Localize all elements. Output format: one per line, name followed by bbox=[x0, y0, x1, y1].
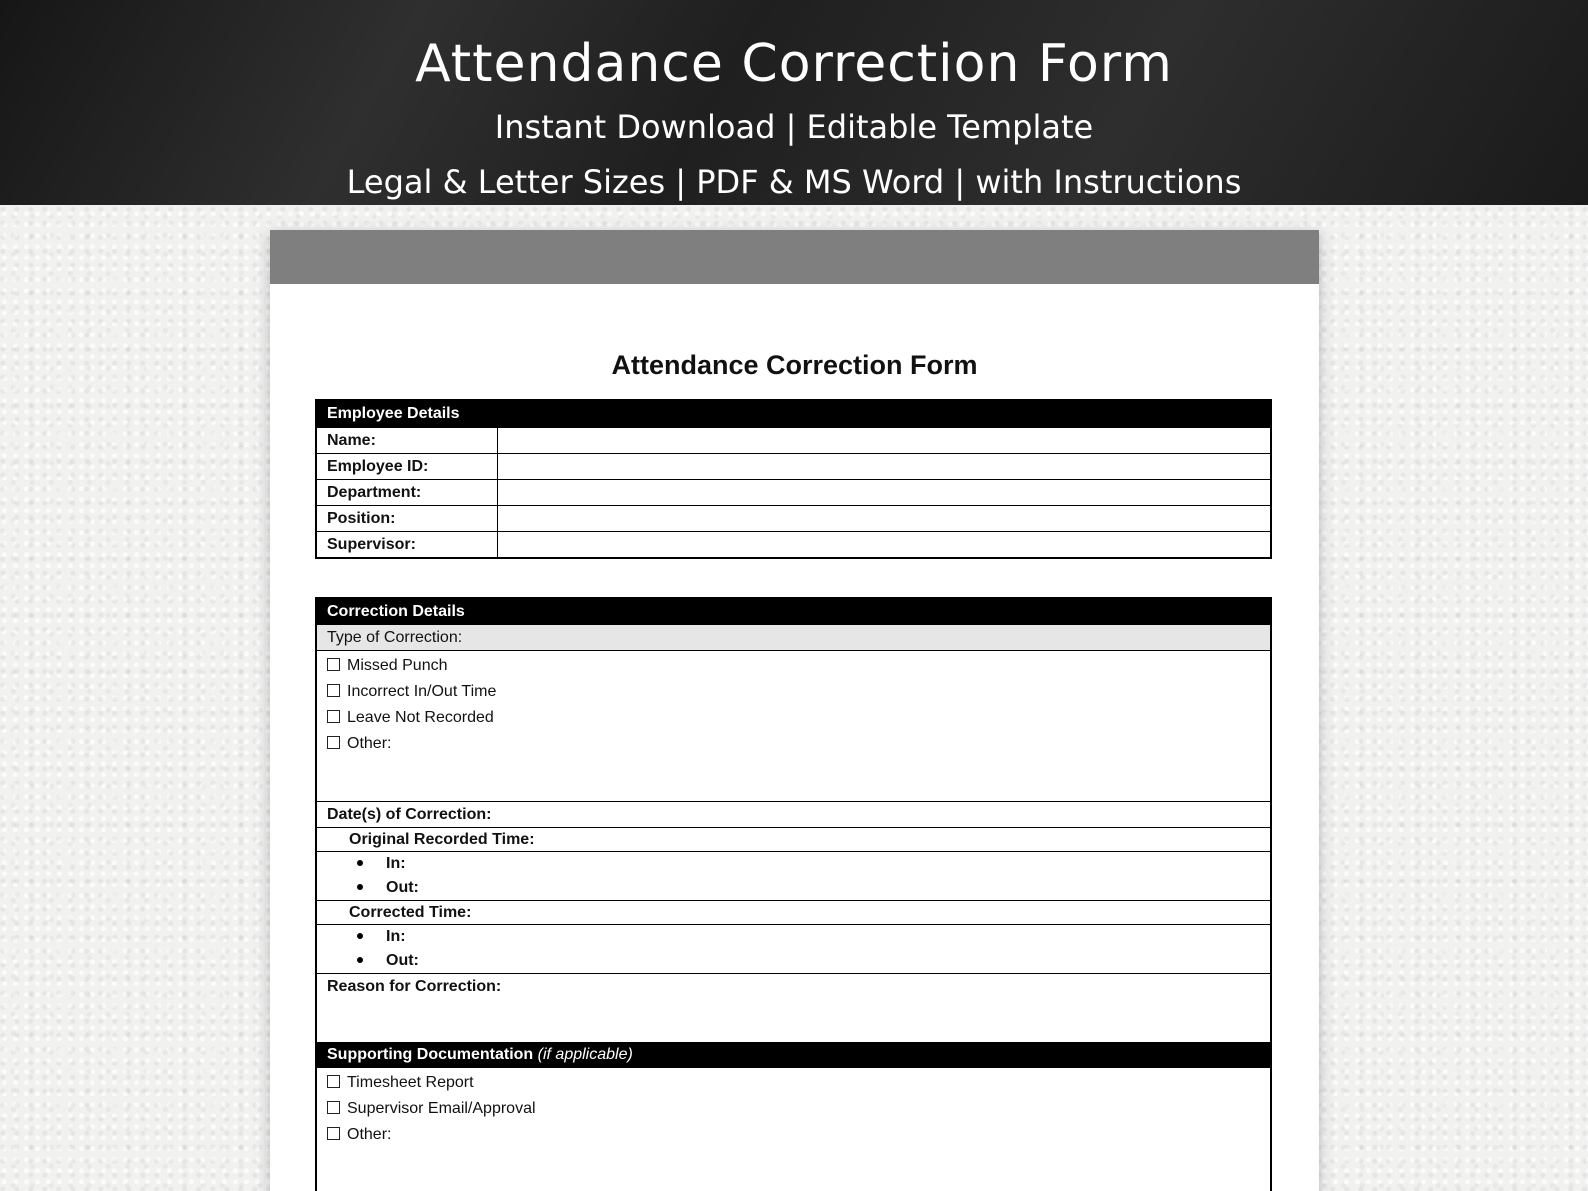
page-header-band bbox=[270, 230, 1319, 284]
table-row bbox=[317, 505, 1270, 531]
checkbox-icon bbox=[327, 1075, 340, 1088]
checkbox-label: Supervisor Email/Approval bbox=[347, 1100, 536, 1117]
correction-details-header: Correction Details bbox=[317, 599, 1270, 625]
bullet-icon bbox=[357, 884, 363, 890]
checkbox-icon bbox=[327, 1127, 340, 1140]
bullet-icon bbox=[357, 933, 363, 939]
field-label-supervisor: Supervisor: bbox=[317, 532, 498, 557]
out-label: Out: bbox=[386, 879, 419, 896]
checkbox-label: Other: bbox=[347, 1126, 392, 1143]
banner bbox=[0, 0, 1588, 205]
checkbox-icon bbox=[327, 684, 340, 697]
supporting-docs-list bbox=[317, 1068, 1270, 1148]
field-label-name: Name: bbox=[317, 428, 498, 453]
name-field[interactable] bbox=[498, 428, 1270, 453]
checkbox-label: Other: bbox=[347, 735, 392, 752]
supervisor-field[interactable] bbox=[498, 532, 1270, 557]
checkbox-timesheet-report[interactable] bbox=[317, 1070, 1270, 1096]
checkbox-icon bbox=[327, 710, 340, 723]
document-title: Attendance Correction Form bbox=[611, 350, 978, 380]
dates-of-correction-label: Date(s) of Correction: bbox=[327, 806, 492, 823]
checkbox-missed-punch[interactable] bbox=[317, 653, 1270, 679]
bullet-icon bbox=[357, 860, 363, 866]
field-label-position: Position: bbox=[317, 506, 498, 531]
checkbox-leave-not-recorded[interactable] bbox=[317, 705, 1270, 731]
checkbox-supervisor-email[interactable] bbox=[317, 1096, 1270, 1122]
checkbox-other-doc[interactable] bbox=[317, 1122, 1270, 1148]
out-label: Out: bbox=[386, 952, 419, 969]
correction-type-list bbox=[317, 651, 1270, 801]
original-time-label: Original Recorded Time: bbox=[349, 831, 535, 848]
employee-id-field[interactable] bbox=[498, 454, 1270, 479]
checkbox-label: Incorrect In/Out Time bbox=[347, 683, 497, 700]
field-label-employee-id: Employee ID: bbox=[317, 454, 498, 479]
checkbox-label: Leave Not Recorded bbox=[347, 709, 494, 726]
corrected-time-label: Corrected Time: bbox=[349, 904, 472, 921]
banner-formats: Legal & Letter Sizes | PDF & MS Word | with Instructions bbox=[346, 163, 1242, 201]
supporting-docs-note: (if applicable) bbox=[537, 1046, 633, 1063]
type-of-correction-label: Type of Correction: bbox=[317, 625, 1270, 651]
position-field[interactable] bbox=[498, 506, 1270, 531]
correction-details-table bbox=[315, 597, 1272, 1191]
checkbox-other[interactable] bbox=[317, 731, 1270, 757]
checkbox-incorrect-time[interactable] bbox=[317, 679, 1270, 705]
field-label-department: Department: bbox=[317, 480, 498, 505]
banner-title: Attendance Correction Form bbox=[415, 34, 1173, 94]
supporting-docs-header bbox=[317, 1042, 1270, 1068]
checkbox-label: Timesheet Report bbox=[347, 1074, 474, 1091]
checkbox-icon bbox=[327, 736, 340, 749]
document-page bbox=[270, 230, 1319, 1191]
table-row bbox=[317, 531, 1270, 557]
original-in bbox=[317, 852, 1270, 876]
department-field[interactable] bbox=[498, 480, 1270, 505]
employee-details-header: Employee Details bbox=[317, 401, 1270, 427]
table-row bbox=[317, 453, 1270, 479]
reason-label: Reason for Correction: bbox=[327, 978, 502, 995]
checkbox-icon bbox=[327, 658, 340, 671]
reason-field[interactable] bbox=[317, 974, 1270, 1042]
corrected-in bbox=[317, 925, 1270, 949]
employee-details-table bbox=[315, 399, 1272, 559]
in-label: In: bbox=[386, 928, 406, 945]
banner-subtitle: Instant Download | Editable Template bbox=[494, 108, 1094, 146]
corrected-out bbox=[317, 949, 1270, 973]
checkbox-label: Missed Punch bbox=[347, 657, 448, 674]
bullet-icon bbox=[357, 957, 363, 963]
table-row bbox=[317, 427, 1270, 453]
original-out bbox=[317, 876, 1270, 900]
checkbox-icon bbox=[327, 1101, 340, 1114]
table-row bbox=[317, 479, 1270, 505]
supporting-docs-title: Supporting Documentation bbox=[327, 1046, 534, 1063]
in-label: In: bbox=[386, 855, 406, 872]
